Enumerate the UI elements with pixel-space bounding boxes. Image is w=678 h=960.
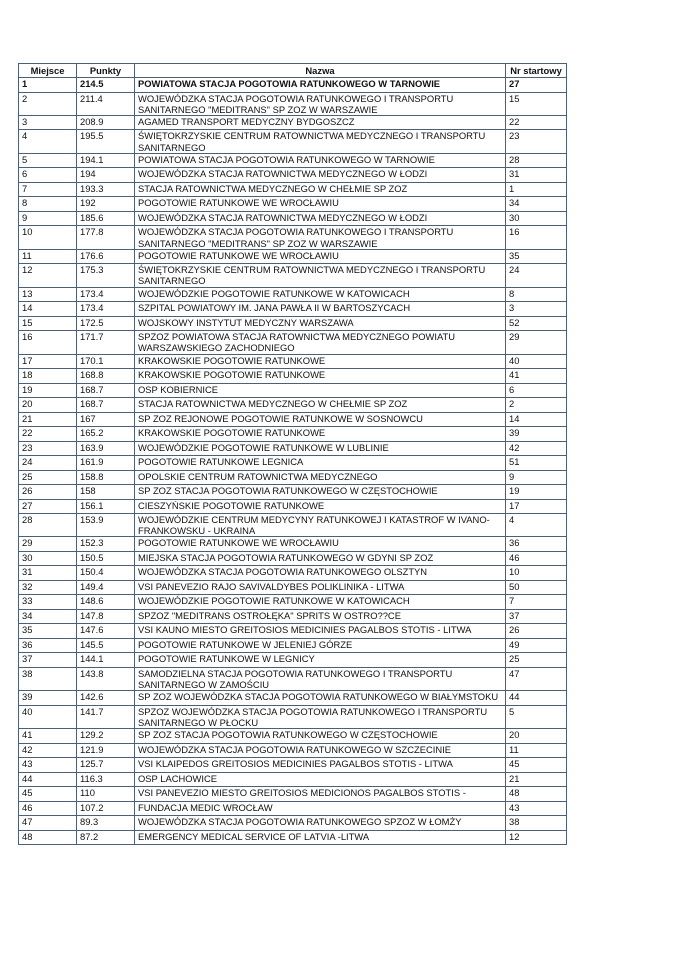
table-row — [19, 514, 567, 537]
cell-start-number: 5 — [506, 705, 567, 728]
cell-place: 6 — [19, 168, 77, 183]
cell-points: 145.5 — [77, 638, 135, 653]
cell-name: VSI PANEVEZIO RAJO SAVIVALDYBES POLIKLINIKA - LITWA — [135, 580, 506, 595]
cell-start-number: 30 — [506, 211, 567, 226]
cell-place: 48 — [19, 830, 77, 845]
table-row — [19, 427, 567, 442]
table-row — [19, 609, 567, 624]
table-row — [19, 470, 567, 485]
cell-place: 27 — [19, 499, 77, 514]
table-row — [19, 743, 567, 758]
cell-name: KRAKOWSKIE POGOTOWIE RATUNKOWE — [135, 369, 506, 384]
cell-place: 13 — [19, 287, 77, 302]
cell-place: 43 — [19, 758, 77, 773]
cell-start-number: 48 — [506, 787, 567, 802]
cell-points: 170.1 — [77, 354, 135, 369]
cell-points: 167 — [77, 412, 135, 427]
cell-start-number: 23 — [506, 130, 567, 153]
cell-name: WOJEWÓDZKA STACJA RATOWNICTWA MEDYCZNEGO W ŁODZI — [135, 211, 506, 226]
table-row — [19, 624, 567, 639]
table-row — [19, 653, 567, 668]
cell-name: SP ZOZ REJONOWE POGOTOWIE RATUNKOWE W SOSNOWCU — [135, 412, 506, 427]
cell-name: SZPITAL POWIATOWY IM. JANA PAWŁA II W BARTOSZYCACH — [135, 302, 506, 317]
cell-start-number: 6 — [506, 383, 567, 398]
table-row — [19, 816, 567, 831]
cell-name: SAMODZIELNA STACJA POGOTOWIA RATUNKOWEGO I TRANSPORTU SANITARNEGO W ZAMOŚCIU — [135, 667, 506, 690]
cell-start-number: 16 — [506, 226, 567, 249]
cell-place: 47 — [19, 816, 77, 831]
cell-place: 9 — [19, 211, 77, 226]
cell-place: 44 — [19, 772, 77, 787]
cell-start-number: 34 — [506, 197, 567, 212]
cell-name: WOJEWÓDZKA STACJA POGOTOWIA RATUNKOWEGO SPZOZ W ŁOMŻY — [135, 816, 506, 831]
cell-name: ŚWIĘTOKRZYSKIE CENTRUM RATOWNICTWA MEDYCZNEGO I TRANSPORTU SANITARNEGO — [135, 264, 506, 287]
cell-place: 39 — [19, 691, 77, 706]
cell-name: SP ZOZ WOJEWÓDZKA STACJA POGOTOWIA RATUNKOWEGO W BIAŁYMSTOKU — [135, 691, 506, 706]
cell-start-number: 39 — [506, 427, 567, 442]
cell-start-number: 9 — [506, 470, 567, 485]
cell-points: 173.4 — [77, 287, 135, 302]
table-row — [19, 264, 567, 287]
cell-points: 144.1 — [77, 653, 135, 668]
cell-points: 87.2 — [77, 830, 135, 845]
cell-place: 45 — [19, 787, 77, 802]
cell-start-number: 37 — [506, 609, 567, 624]
cell-name: KRAKOWSKIE POGOTOWIE RATUNKOWE — [135, 354, 506, 369]
table-row — [19, 168, 567, 183]
table-row — [19, 398, 567, 413]
cell-place: 41 — [19, 729, 77, 744]
cell-start-number: 7 — [506, 595, 567, 610]
cell-start-number: 38 — [506, 816, 567, 831]
cell-points: 147.6 — [77, 624, 135, 639]
cell-start-number: 26 — [506, 624, 567, 639]
cell-place: 35 — [19, 624, 77, 639]
cell-name: EMERGENCY MEDICAL SERVICE OF LATVIA -LITWA — [135, 830, 506, 845]
cell-place: 23 — [19, 441, 77, 456]
cell-name: STACJA RATOWNICTWA MEDYCZNEGO W CHEŁMIE SP ZOZ — [135, 182, 506, 197]
header-place: Miejsce — [19, 64, 77, 78]
cell-name: POGOTOWIE RATUNKOWE WE WROCŁAWIU — [135, 249, 506, 264]
cell-place: 25 — [19, 470, 77, 485]
cell-name: MIEJSKA STACJA POGOTOWIA RATUNKOWEGO W GDYNI SP ZOZ — [135, 551, 506, 566]
cell-start-number: 22 — [506, 115, 567, 130]
cell-points: 107.2 — [77, 801, 135, 816]
table-row — [19, 441, 567, 456]
cell-place: 33 — [19, 595, 77, 610]
cell-points: 168.8 — [77, 369, 135, 384]
cell-points: 177.8 — [77, 226, 135, 249]
table-row — [19, 772, 567, 787]
cell-place: 32 — [19, 580, 77, 595]
cell-place: 17 — [19, 354, 77, 369]
table-row — [19, 801, 567, 816]
cell-points: 149.4 — [77, 580, 135, 595]
cell-points: 156.1 — [77, 499, 135, 514]
table-row — [19, 830, 567, 845]
cell-place: 18 — [19, 369, 77, 384]
cell-start-number: 3 — [506, 302, 567, 317]
cell-place: 1 — [19, 78, 77, 93]
cell-place: 30 — [19, 551, 77, 566]
cell-points: 129.2 — [77, 729, 135, 744]
cell-points: 208.9 — [77, 115, 135, 130]
cell-place: 11 — [19, 249, 77, 264]
cell-start-number: 51 — [506, 456, 567, 471]
cell-place: 28 — [19, 514, 77, 537]
cell-start-number: 15 — [506, 92, 567, 115]
cell-start-number: 2 — [506, 398, 567, 413]
cell-name: VSI PANEVEZIO MIESTO GREITOSIOS MEDICIONOS PAGALBOS STOTIS - — [135, 787, 506, 802]
cell-points: 172.5 — [77, 316, 135, 331]
table-row — [19, 383, 567, 398]
cell-name: POWIATOWA STACJA POGOTOWIA RATUNKOWEGO W TARNOWIE — [135, 153, 506, 168]
cell-start-number: 19 — [506, 485, 567, 500]
cell-start-number: 45 — [506, 758, 567, 773]
table-row — [19, 485, 567, 500]
cell-points: 192 — [77, 197, 135, 212]
cell-name: SPZOZ WOJEWÓDZKA STACJA POGOTOWIA RATUNKOWEGO I TRANSPORTU SANITARNEGO W PŁOCKU — [135, 705, 506, 728]
cell-points: 147.8 — [77, 609, 135, 624]
cell-start-number: 41 — [506, 369, 567, 384]
cell-place: 31 — [19, 566, 77, 581]
cell-name: SP ZOZ STACJA POGOTOWIA RATUNKOWEGO W CZĘSTOCHOWIE — [135, 729, 506, 744]
cell-start-number: 29 — [506, 331, 567, 354]
cell-start-number: 17 — [506, 499, 567, 514]
cell-points: 176.6 — [77, 249, 135, 264]
cell-start-number: 21 — [506, 772, 567, 787]
cell-name: POGOTOWIE RATUNKOWE WE WROCŁAWIU — [135, 197, 506, 212]
cell-start-number: 46 — [506, 551, 567, 566]
cell-place: 20 — [19, 398, 77, 413]
cell-place: 26 — [19, 485, 77, 500]
cell-points: 214.5 — [77, 78, 135, 93]
cell-place: 19 — [19, 383, 77, 398]
cell-name: SPZOZ POWIATOWA STACJA RATOWNICTWA MEDYCZNEGO POWIATU WARSZAWSKIEGO ZACHODNIEGO — [135, 331, 506, 354]
results-sheet — [18, 63, 566, 845]
cell-place: 46 — [19, 801, 77, 816]
table-row — [19, 302, 567, 317]
cell-points: 194 — [77, 168, 135, 183]
table-row — [19, 758, 567, 773]
cell-name: WOJEWÓDZKIE POGOTOWIE RATUNKOWE W LUBLINIE — [135, 441, 506, 456]
cell-start-number: 14 — [506, 412, 567, 427]
cell-start-number: 1 — [506, 182, 567, 197]
table-row — [19, 316, 567, 331]
cell-points: 141.7 — [77, 705, 135, 728]
cell-start-number: 10 — [506, 566, 567, 581]
cell-start-number: 47 — [506, 667, 567, 690]
table-row — [19, 130, 567, 153]
cell-name: ŚWIĘTOKRZYSKIE CENTRUM RATOWNICTWA MEDYCZNEGO I TRANSPORTU SANITARNEGO — [135, 130, 506, 153]
cell-name: SP ZOZ STACJA POGOTOWIA RATUNKOWEGO W CZĘSTOCHOWIE — [135, 485, 506, 500]
cell-start-number: 42 — [506, 441, 567, 456]
cell-points: 121.9 — [77, 743, 135, 758]
cell-points: 175.3 — [77, 264, 135, 287]
cell-name: OSP LACHOWICE — [135, 772, 506, 787]
cell-start-number: 35 — [506, 249, 567, 264]
cell-place: 10 — [19, 226, 77, 249]
cell-start-number: 49 — [506, 638, 567, 653]
header-start-number: Nr startowy — [506, 64, 567, 78]
cell-name: WOJSKOWY INSTYTUT MEDYCZNY WARSZAWA — [135, 316, 506, 331]
cell-points: 168.7 — [77, 383, 135, 398]
results-body — [19, 78, 567, 845]
cell-start-number: 12 — [506, 830, 567, 845]
cell-name: VSI KAUNO MIESTO GREITOSIOS MEDICINIES PAGALBOS STOTIS - LITWA — [135, 624, 506, 639]
table-header-row — [19, 64, 567, 78]
table-row — [19, 638, 567, 653]
cell-points: 185.6 — [77, 211, 135, 226]
cell-points: 158 — [77, 485, 135, 500]
table-row — [19, 153, 567, 168]
table-row — [19, 705, 567, 728]
table-row — [19, 182, 567, 197]
cell-points: 150.5 — [77, 551, 135, 566]
cell-start-number: 8 — [506, 287, 567, 302]
cell-place: 38 — [19, 667, 77, 690]
cell-name: STACJA RATOWNICTWA MEDYCZNEGO W CHEŁMIE SP ZOZ — [135, 398, 506, 413]
cell-points: 158.8 — [77, 470, 135, 485]
header-name: Nazwa — [135, 64, 506, 78]
cell-place: 7 — [19, 182, 77, 197]
cell-place: 40 — [19, 705, 77, 728]
cell-name: KRAKOWSKIE POGOTOWIE RATUNKOWE — [135, 427, 506, 442]
table-row — [19, 211, 567, 226]
cell-points: 211.4 — [77, 92, 135, 115]
table-row — [19, 551, 567, 566]
cell-points: 153.9 — [77, 514, 135, 537]
cell-name: POWIATOWA STACJA POGOTOWIA RATUNKOWEGO W TARNOWIE — [135, 78, 506, 93]
cell-name: WOJEWÓDZKA STACJA POGOTOWIA RATUNKOWEGO OLSZTYN — [135, 566, 506, 581]
cell-points: 165.2 — [77, 427, 135, 442]
cell-place: 21 — [19, 412, 77, 427]
cell-place: 37 — [19, 653, 77, 668]
cell-start-number: 24 — [506, 264, 567, 287]
table-row — [19, 331, 567, 354]
cell-points: 194.1 — [77, 153, 135, 168]
cell-name: POGOTOWIE RATUNKOWE W JELENIEJ GÓRZE — [135, 638, 506, 653]
table-row — [19, 537, 567, 552]
cell-start-number: 11 — [506, 743, 567, 758]
table-row — [19, 456, 567, 471]
table-row — [19, 287, 567, 302]
table-row — [19, 787, 567, 802]
table-row — [19, 249, 567, 264]
cell-points: 173.4 — [77, 302, 135, 317]
cell-place: 8 — [19, 197, 77, 212]
cell-name: WOJEWÓDZKIE POGOTOWIE RATUNKOWE W KATOWICACH — [135, 595, 506, 610]
cell-name: WOJEWÓDZKA STACJA RATOWNICTWA MEDYCZNEGO W ŁODZI — [135, 168, 506, 183]
cell-start-number: 27 — [506, 78, 567, 93]
cell-place: 4 — [19, 130, 77, 153]
table-row — [19, 197, 567, 212]
table-row — [19, 92, 567, 115]
cell-place: 24 — [19, 456, 77, 471]
cell-start-number: 25 — [506, 653, 567, 668]
table-row — [19, 354, 567, 369]
cell-start-number: 20 — [506, 729, 567, 744]
cell-place: 12 — [19, 264, 77, 287]
cell-points: 143.8 — [77, 667, 135, 690]
cell-name: CIESZYŃSKIE POGOTOWIE RATUNKOWE — [135, 499, 506, 514]
cell-place: 34 — [19, 609, 77, 624]
cell-points: 152.3 — [77, 537, 135, 552]
table-row — [19, 667, 567, 690]
table-row — [19, 595, 567, 610]
cell-name: SPZOZ "MEDITRANS OSTROŁĘKA" SPRITS W OSTRO??CE — [135, 609, 506, 624]
cell-name: WOJEWÓDZKIE POGOTOWIE RATUNKOWE W KATOWICACH — [135, 287, 506, 302]
cell-name: POGOTOWIE RATUNKOWE WE WROCŁAWIU — [135, 537, 506, 552]
cell-name: WOJEWÓDZKIE CENTRUM MEDYCYNY RATUNKOWEJ I KATASTROF W IVANO-FRANKOWSKU - UKRAINA — [135, 514, 506, 537]
cell-name: POGOTOWIE RATUNKOWE LEGNICA — [135, 456, 506, 471]
cell-start-number: 36 — [506, 537, 567, 552]
cell-place: 22 — [19, 427, 77, 442]
header-points: Punkty — [77, 64, 135, 78]
table-row — [19, 729, 567, 744]
cell-points: 125.7 — [77, 758, 135, 773]
cell-name: OSP KOBIERNICE — [135, 383, 506, 398]
cell-points: 116.3 — [77, 772, 135, 787]
table-row — [19, 566, 567, 581]
cell-points: 148.6 — [77, 595, 135, 610]
cell-start-number: 31 — [506, 168, 567, 183]
cell-points: 142.6 — [77, 691, 135, 706]
cell-points: 150.4 — [77, 566, 135, 581]
cell-name: WOJEWÓDZKA STACJA POGOTOWIA RATUNKOWEGO W SZCZECINIE — [135, 743, 506, 758]
table-row — [19, 499, 567, 514]
table-row — [19, 580, 567, 595]
cell-points: 110 — [77, 787, 135, 802]
cell-name: WOJEWÓDZKA STACJA POGOTOWIA RATUNKOWEGO I TRANSPORTU SANITARNEGO "MEDITRANS" SP ZOZ W WARSZAWIE — [135, 226, 506, 249]
cell-start-number: 44 — [506, 691, 567, 706]
table-row — [19, 412, 567, 427]
table-row — [19, 115, 567, 130]
cell-place: 36 — [19, 638, 77, 653]
cell-name: FUNDACJA MEDIC WROCŁAW — [135, 801, 506, 816]
cell-place: 3 — [19, 115, 77, 130]
table-row — [19, 226, 567, 249]
cell-place: 5 — [19, 153, 77, 168]
cell-points: 195.5 — [77, 130, 135, 153]
cell-points: 89.3 — [77, 816, 135, 831]
cell-points: 171.7 — [77, 331, 135, 354]
cell-place: 2 — [19, 92, 77, 115]
cell-place: 15 — [19, 316, 77, 331]
results-table — [18, 63, 567, 845]
cell-points: 168.7 — [77, 398, 135, 413]
cell-points: 193.3 — [77, 182, 135, 197]
cell-start-number: 28 — [506, 153, 567, 168]
cell-place: 16 — [19, 331, 77, 354]
cell-name: VSI KLAIPEDOS GREITOSIOS MEDICINIES PAGALBOS STOTIS - LITWA — [135, 758, 506, 773]
cell-points: 161.9 — [77, 456, 135, 471]
cell-name: AGAMED TRANSPORT MEDYCZNY BYDGOSZCZ — [135, 115, 506, 130]
cell-start-number: 52 — [506, 316, 567, 331]
cell-start-number: 43 — [506, 801, 567, 816]
cell-place: 29 — [19, 537, 77, 552]
cell-name: WOJEWÓDZKA STACJA POGOTOWIA RATUNKOWEGO I TRANSPORTU SANITARNEGO "MEDITRANS" SP ZOZ W WARSZAWIE — [135, 92, 506, 115]
cell-start-number: 50 — [506, 580, 567, 595]
cell-name: OPOLSKIE CENTRUM RATOWNICTWA MEDYCZNEGO — [135, 470, 506, 485]
table-row — [19, 691, 567, 706]
cell-place: 14 — [19, 302, 77, 317]
cell-start-number: 40 — [506, 354, 567, 369]
cell-start-number: 4 — [506, 514, 567, 537]
cell-points: 163.9 — [77, 441, 135, 456]
cell-name: POGOTOWIE RATUNKOWE W LEGNICY — [135, 653, 506, 668]
table-row — [19, 369, 567, 384]
table-row — [19, 78, 567, 93]
cell-place: 42 — [19, 743, 77, 758]
